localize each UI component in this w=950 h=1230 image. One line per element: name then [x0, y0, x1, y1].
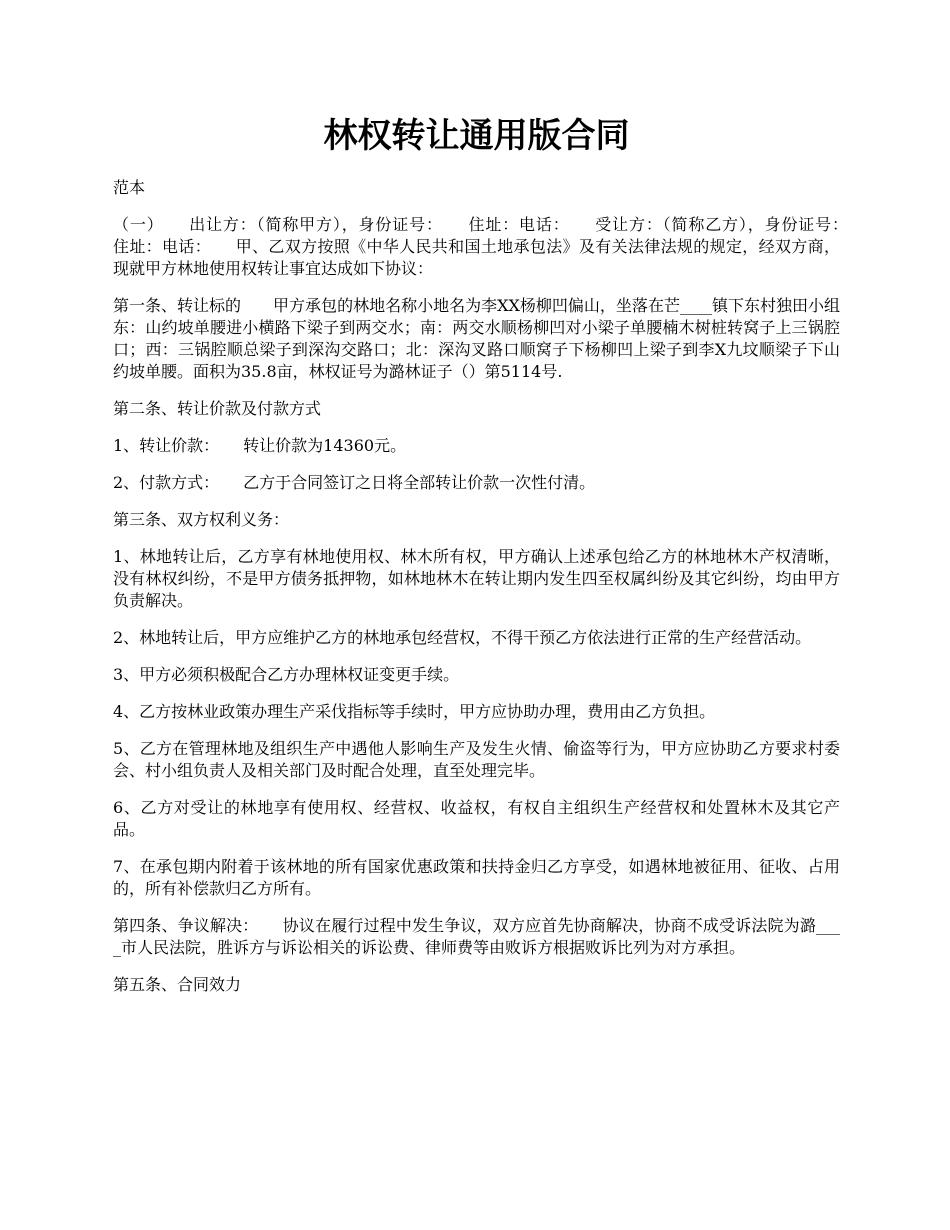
paragraph-label-sample: 范本 [113, 178, 146, 197]
paragraph-article-1: 第一条、转让标的 甲方承包的林地名称小地名为李XX杨柳凹偏山，坐落在芒____镇下东村独田小组东：山约坡单腰进小横路下梁子到两交水；南：两交水顺杨柳凹对小梁子单腰楠木树桩转窝子上三锅腔口；西：三锅腔顺总梁子到深沟交路口；北：深沟叉路口顺窝子下杨柳凹上梁子到李X九坟顺梁子下山约坡单腰。面积为35.8亩，林权证号为潞林证子（）第5114号. [113, 296, 840, 381]
paragraph-article-2-heading: 第二条、转让价款及付款方式 [113, 399, 322, 418]
paragraph-article-3-heading: 第三条、双方权利义务： [113, 510, 290, 529]
paragraph-article-5-heading: 第五条、合同效力 [113, 975, 242, 994]
paragraph-parties: （一） 出让方：（简称甲方），身份证号： 住址：电话： 受让方：（简称乙方），身份证号： 住址：电话： 甲、乙双方按照《中华人民共和国土地承包法》及有关法律法规的规定，经双方商，现就甲方林地使用权转让事宜达成如下协议： [113, 215, 873, 278]
document-body [113, 177, 873, 1011]
document-title: 林权转让通用版合同 [323, 116, 630, 156]
paragraph-clause-1: 1、林地转让后，乙方享有林地使用权、林木所有权，甲方确认上述承包给乙方的林地林木产权清晰，没有林权纠纷，不是甲方债务抵押物，如林地林木在转让期内发生四至权属纠纷及其它纠纷，均由甲方负责解决。 [113, 547, 840, 610]
paragraph-price: 1、转让价款： 转让价款为14360元。 [113, 436, 407, 455]
paragraph-clause-2: 2、林地转让后，甲方应维护乙方的林地承包经营权，不得干预乙方依法进行正常的生产经营活动。 [113, 628, 812, 647]
paragraph-clause-5: 5、乙方在管理林地及组织生产中遇他人影响生产及发生火情、偷盗等行为，甲方应协助乙方要求村委会、村小组负责人及相关部门及时配合处理，直至处理完毕。 [113, 739, 840, 780]
paragraph-clause-3: 3、甲方必须积极配合乙方办理林权证变更手续。 [113, 665, 460, 684]
paragraph-clause-4: 4、乙方按林业政策办理生产采伐指标等手续时，甲方应协助办理，费用由乙方负担。 [113, 702, 716, 721]
paragraph-clause-7: 7、在承包期内附着于该林地的所有国家优惠政策和扶持金归乙方享受，如遇林地被征用、征收、占用的，所有补偿款归乙方所有。 [113, 857, 840, 898]
paragraph-article-4: 第四条、争议解决： 协议在履行过程中发生争议，双方应首先协商解决，协商不成受诉法院为潞____市人民法院，胜诉方与诉讼相关的诉讼费、律师费等由败诉方根据败诉比列为对方承担。 [113, 916, 840, 957]
paragraph-clause-6: 6、乙方对受让的林地享有使用权、经营权、收益权，有权自主组织生产经营权和处置林木及其它产品。 [113, 798, 840, 839]
paragraph-payment: 2、付款方式： 乙方于合同签订之日将全部转让价款一次性付清。 [113, 473, 596, 492]
